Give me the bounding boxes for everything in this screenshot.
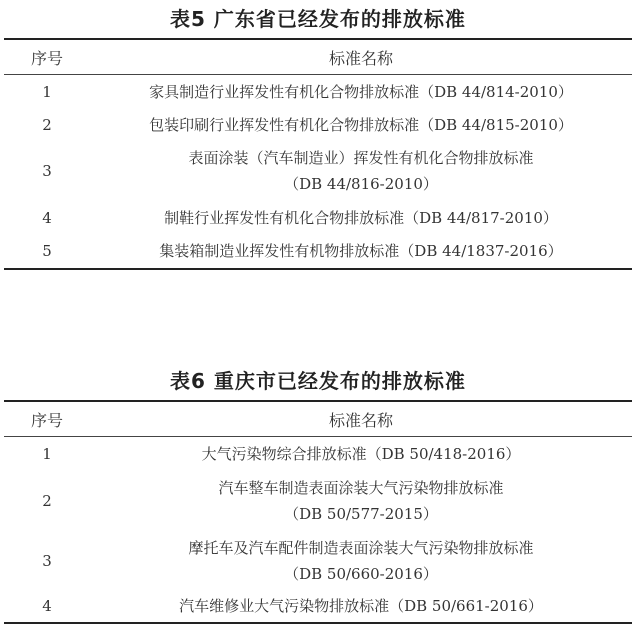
table5-row (4, 109, 632, 141)
table5-block (4, 0, 632, 270)
row-number: 1 (42, 444, 52, 463)
table6-row (4, 591, 632, 623)
row-number: 3 (42, 551, 52, 570)
standard-name-line: 包装印刷行业挥发性有机化合物排放标准（DB 44/815-2010） (149, 115, 573, 134)
standard-name-line: （DB 50/577-2015） (284, 504, 438, 523)
standard-name-line: 汽车维修业大气污染物排放标准（DB 50/661-2016） (179, 597, 543, 615)
table5-header-number: 序号 (30, 48, 63, 68)
row-number: 2 (42, 491, 52, 510)
table6-row (4, 531, 632, 591)
table6-row (4, 471, 632, 531)
standard-name-line: 表面涂装（汽车制造业）挥发性有机化合物排放标准 (188, 148, 534, 167)
row-number: 3 (42, 161, 52, 180)
table6-header-number: 序号 (30, 410, 63, 430)
table5-row (4, 201, 632, 235)
table6-row (4, 437, 632, 471)
table5-row (4, 75, 632, 109)
row-number: 2 (42, 115, 52, 134)
standard-name-line: 汽车整车制造表面涂装大气污染物排放标准 (218, 478, 504, 497)
standard-name-line: （DB 44/816-2010） (284, 174, 438, 193)
table5-row (4, 141, 632, 201)
row-number: 1 (42, 82, 52, 101)
table5 (4, 38, 632, 270)
standard-name (90, 471, 632, 531)
standard-name (90, 141, 632, 201)
table6-block (4, 362, 632, 624)
table5-row (4, 235, 632, 269)
standard-name-line: 摩托车及汽车配件制造表面涂装大气污染物排放标准 (188, 538, 534, 557)
standard-name (90, 201, 632, 235)
table6-header-row (4, 401, 632, 437)
standard-name-line: 大气污染物综合排放标准（DB 50/418-2016） (201, 444, 521, 463)
standard-name-line: 家具制造行业挥发性有机化合物排放标准（DB 44/814-2010） (149, 82, 573, 101)
row-number: 4 (42, 208, 52, 227)
standard-name (90, 75, 632, 109)
table5-header-name: 标准名称 (328, 48, 393, 68)
standard-name-line: 制鞋行业挥发性有机化合物排放标准（DB 44/817-2010） (164, 208, 558, 227)
table6 (4, 400, 632, 624)
standard-name (90, 235, 632, 269)
table6-title: 表6 重庆市已经发布的排放标准 (170, 369, 466, 393)
row-number: 4 (42, 597, 52, 615)
standard-name (90, 437, 632, 471)
standard-name (90, 531, 632, 591)
standard-name-line: 集装箱制造业挥发性有机物排放标准（DB 44/1837-2016） (159, 242, 563, 260)
row-number: 5 (42, 242, 52, 260)
table6-header-name: 标准名称 (328, 410, 393, 430)
standard-name (90, 109, 632, 141)
table5-title: 表5 广东省已经发布的排放标准 (170, 7, 466, 31)
standard-name (90, 591, 632, 623)
table5-header-row (4, 39, 632, 75)
standard-name-line: （DB 50/660-2016） (284, 564, 438, 583)
